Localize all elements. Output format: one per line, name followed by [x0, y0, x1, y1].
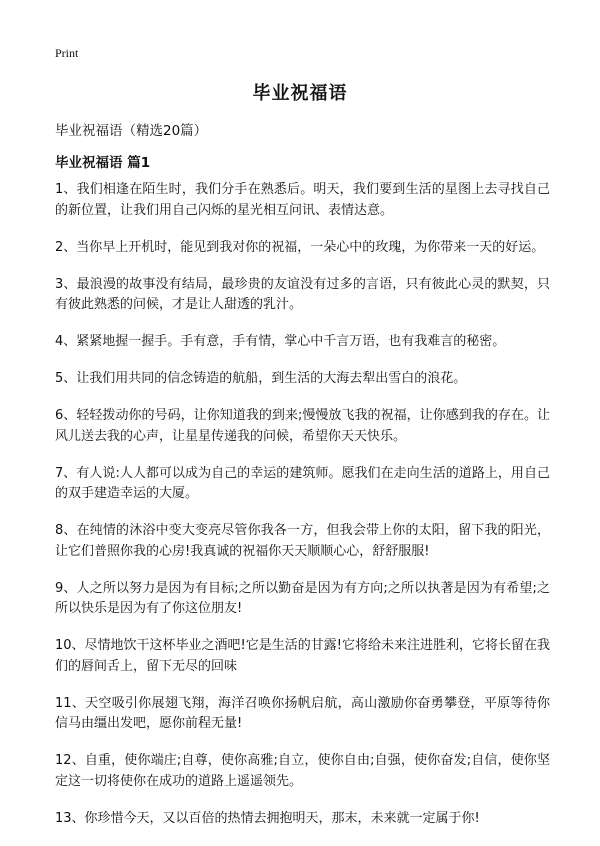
wish-item: 7、有人说:人人都可以成为自己的幸运的建筑师。愿我们在走向生活的道路上，用自己的双手建造幸运的大厦。: [55, 465, 550, 501]
print-link[interactable]: Print: [55, 46, 79, 60]
wish-item: 5、让我们用共同的信念铸造的航船，到生活的大海去犁出雪白的浪花。: [55, 371, 467, 386]
wish-item: 12、自重，使你端庄;自尊，使你高雅;自立，使你自由;自强，使你奋发;自信，使你坚定这一切将使你在成功的道路上遥遥领先。: [55, 753, 550, 789]
wish-item: 2、当你早上开机时，能见到我对你的祝福，一朵心中的玫瑰，为你带来一天的好运。: [55, 239, 545, 255]
wish-item: 1、我们相逢在陌生时，我们分手在熟悉后。明天，我们要到生活的星图上去寻找自己的新位置，让我们用自己闪烁的星光相互问讯、表情达意。: [55, 182, 550, 218]
wish-item: 11、天空吸引你展翅飞翔，海洋召唤你扬帆启航，高山激励你奋勇攀登，平原等待你信马由缰出发吧，愿你前程无量!: [55, 695, 550, 731]
wish-item: 8、在纯情的沐浴中变大变亮尽管你我各一方，但我会带上你的太阳，留下我的阳光，让它们普照你我的心房!我真诚的祝福你天天顺顺心心，舒舒服服!: [55, 523, 550, 559]
wish-item: 10、尽情地饮干这杯毕业之酒吧!它是生活的甘露!它将给未来注进胜利，它将长留在我们的唇间舌上，留下无尽的回味: [55, 638, 550, 674]
wish-item: 3、最浪漫的故事没有结局，最珍贵的友谊没有过多的言语，只有彼此心灵的默契，只有彼此熟悉的问候，才是让人甜透的乳汁。: [55, 276, 550, 312]
wish-item: 4、紧紧地握一握手。手有意，手有情，掌心中千言万语，也有我难言的秘密。: [55, 334, 506, 349]
section-heading: 毕业祝福语 篇1: [55, 155, 151, 171]
document-title: 毕业祝福语: [252, 83, 348, 104]
wish-item: 6、轻轻拨动你的号码，让你知道我的到来;慢慢放飞我的祝福，让你感到我的存在。让风儿送去我的心声，让星星传递我的问候，希望你天天快乐。: [55, 408, 550, 444]
wish-list: [55, 180, 550, 846]
wish-item: 9、人之所以努力是因为有目标;之所以勤奋是因为有方向;之所以执著是因为有希望;之所以快乐是因为有了你这位朋友!: [55, 580, 550, 616]
document-subtitle: 毕业祝福语（精选20篇）: [55, 123, 208, 139]
wish-item: 13、你珍惜今天，又以百倍的热情去拥抱明天，那末，未来就一定属于你!: [55, 810, 480, 826]
